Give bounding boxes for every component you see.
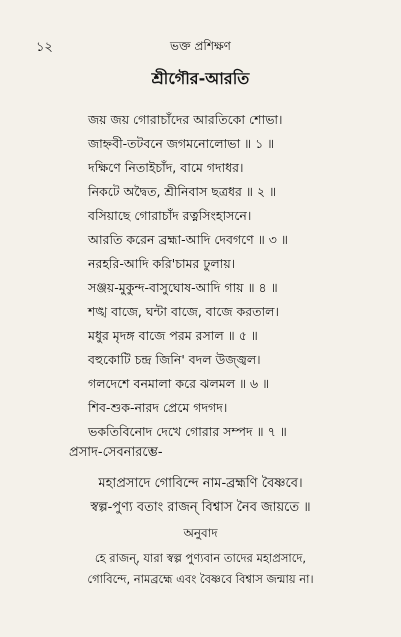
verse-line: বহুকোটি চন্দ্র জিনি' বদল উজ্জ্বল। [88,352,261,367]
translation-heading: অনুবাদ [183,526,218,540]
verse-line: জাহ্নবী-তটবনে জগমনোলোভা ॥ ১ ॥ [88,136,275,151]
verse-line: ভকতিবিনোদ দেখে গোরার সম্পদ ॥ ৭ ॥ [88,424,287,439]
translation-line: গোবিন্দে, নামব্রহ্মে এবং বৈষ্ণবে বিশ্বাস জন্মায় না। [87,572,314,586]
verse-line: গলদেশে বনমালা করে ঝলমল ॥ ৬ ॥ [88,376,270,391]
verse-line: নিকটে অদ্বৈত, শ্রীনিবাস ছত্রধর ॥ ২ ॥ [88,184,277,199]
verse-line: শিব-শুক-নারদ প্রেমে গদগদ। [88,400,228,415]
sanskrit-verse [0,472,401,520]
running-head: ভক্ত প্রশিক্ষণ [170,39,231,53]
verse-line: নরহরি-আদি করি'চামর ঢুলায়। [88,256,236,271]
hymn-verses [88,108,288,444]
hymn-title: শ্রীগৌর-আরতি [151,69,250,88]
verse-line: বসিয়াছে গোরাচাঁদ রত্নসিংহাসনে। [88,208,252,223]
translation-text [0,548,401,590]
verse-line: সঞ্জয়-মুকুন্দ-বাসুঘোষ-আদি গায় ॥ ৪ ॥ [88,280,278,295]
sanskrit-line: স্বল্প-পুণ্য বতাং রাজন্ বিশ্বাস নৈব জায়তে ॥ [90,500,311,515]
prasad-heading: প্রসাদ-সেবনারম্ভে- [69,445,163,460]
verse-line: জয় জয় গোরাচাঁদের আরতিকো শোভা। [88,112,283,127]
translation-line: হে রাজন্, যারা স্বল্প পুণ্যবান তাদের মহাপ্রসাদে, [94,551,307,565]
verse-line: শঙ্খ বাজে, ঘন্টা বাজে, বাজে করতাল। [88,304,279,319]
sanskrit-line: মহাপ্রসাদে গোবিন্দে নাম-ব্রহ্মণি বৈষ্ণবে। [98,476,303,491]
verse-line: আরতি করেন ব্রহ্মা-আদি দেবগণে ॥ ৩ ॥ [88,232,288,247]
verse-line: মধুর মৃদঙ্গ বাজে পরম রসাল ॥ ৫ ॥ [88,328,258,343]
page-number: ১২ [36,40,53,55]
verse-line: দক্ষিণে নিতাইচাঁদ, বামে গদাধর। [88,160,244,175]
